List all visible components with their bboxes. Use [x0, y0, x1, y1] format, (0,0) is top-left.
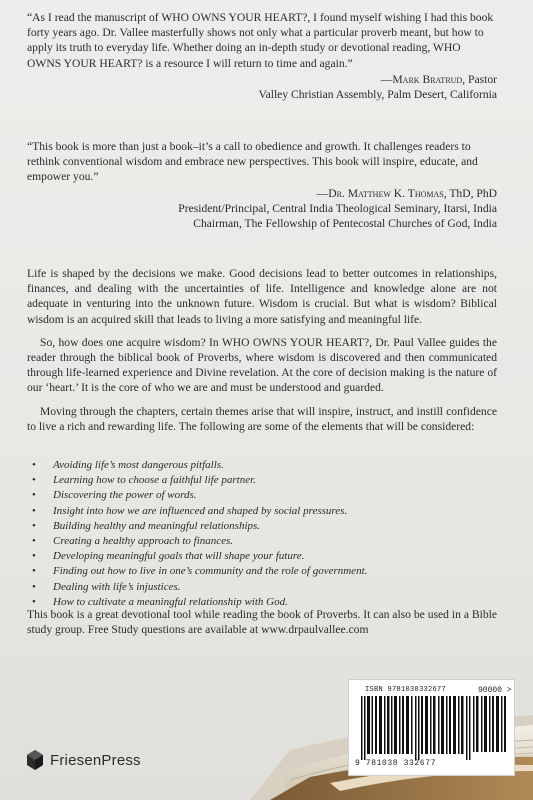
endorsement-author [27, 72, 497, 87]
closing-paragraph: This book is a great devotional tool while reading the book of Proverbs. It can also be used in a Bible study group. Free Study questions are available at www.drpaulvallee.com [27, 608, 497, 637]
publisher [26, 748, 141, 772]
publisher-name: FriesenPress [50, 751, 141, 769]
list-item: • Learning how to choose a faithful life partner. [32, 473, 497, 488]
list-item: • Developing meaningful goals that will shape your future. [32, 549, 497, 564]
themes-list [32, 458, 497, 610]
list-item: • Discovering the power of words. [32, 488, 497, 503]
author-org: President/Principal, Central India Theological Seminary, Itarsi, India [178, 201, 497, 215]
author-role: , Pastor [462, 72, 497, 86]
barcode-number: 9 781038 332677 [355, 759, 437, 768]
author-name: —Dr. Matthew K. Thomas [316, 186, 444, 200]
description-paragraph: So, how does one acquire wisdom? In WHO OWNS YOUR HEART?, Dr. Paul Vallee guides the reader through the biblical book of Proverbs, where wisdom is discovered and then communicated through life-learned experience and Divine revelation. At the core of decision making is the nature of our ‘heart.’ It is the core of who we are and must be understood and guarded. [27, 335, 497, 395]
endorsement-author [27, 186, 497, 201]
barcode-bars [361, 696, 473, 760]
endorsement-quote: “This book is more than just a book–it’s a call to obedience and growth. It challenges readers to rethink conventional wisdom and embrace new perspectives. This book will inspire, educate, and empower you.” [27, 140, 478, 184]
description [27, 266, 497, 442]
isbn-barcode [348, 679, 515, 776]
list-item: • Avoiding life’s most dangerous pitfalls. [32, 458, 497, 473]
endorsement-2 [27, 139, 497, 231]
endorsement-1 [27, 10, 497, 102]
description-paragraph: Moving through the chapters, certain themes arise that will inspire, instruct, and instill confidence to live a rich and rewarding life. The following are some of the elements that will be considered: [27, 404, 497, 433]
list-item: • How to cultivate a meaningful relationship with God. [32, 595, 497, 610]
list-item: • Insight into how we are influenced and shaped by social pressures. [32, 504, 497, 519]
author-name: —Mark Bratrud [380, 72, 463, 86]
description-paragraph: Life is shaped by the decisions we make. Good decisions lead to better outcomes in relationships, finances, and dealing with the uncertainties of life. Intelligence and knowledge alone are not adequate in venturing into the unknown future. Wisdom is crucial. But what is wisdom? Biblical wisdom is an acquired skill that leads to living a more satisfying and meaningful life. [27, 267, 497, 326]
author-role: , ThD, PhD [443, 186, 497, 200]
friesenpress-logo-icon [26, 749, 44, 771]
barcode-addon-number: 90000 > [478, 686, 512, 695]
isbn-label: ISBN 9781038332677 [365, 686, 447, 694]
list-item: • Creating a healthy approach to finances. [32, 534, 497, 549]
list-item: • Building healthy and meaningful relationships. [32, 519, 497, 534]
author-org-2: Chairman, The Fellowship of Pentecostal Churches of God, India [193, 217, 497, 231]
barcode-addon-bars [473, 696, 507, 752]
list-item: • Dealing with life’s injustices. [32, 580, 497, 595]
author-org: Valley Christian Assembly, Palm Desert, California [258, 88, 497, 102]
list-item: • Finding out how to live in one’s community and the role of government. [32, 564, 497, 579]
endorsement-quote: “As I read the manuscript of WHO OWNS YOUR HEART?, I found myself wishing I had this book forty years ago. Dr. Vallee masterfully shows not only what a particular proverb meant, but how to apply its truth to everyday life. Whether doing an in-depth study or devotional reading, WHO OWNS YOUR HEART? is a resource I will return to time and again.” [27, 11, 494, 70]
